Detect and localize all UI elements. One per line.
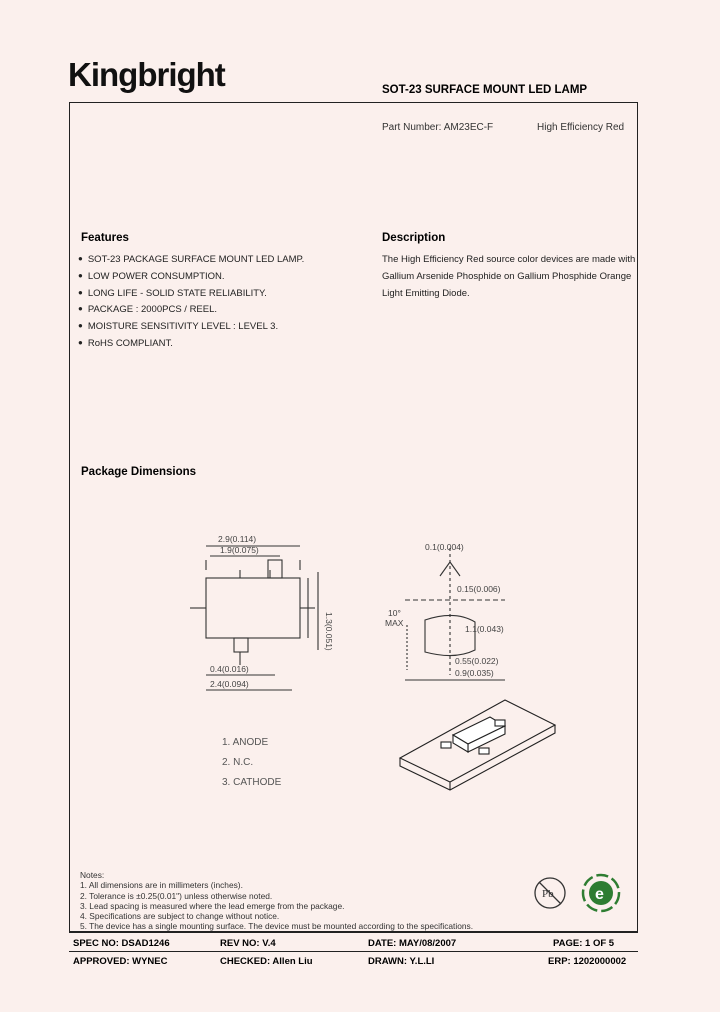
dim-label: 1.9(0.075)	[220, 545, 259, 555]
list-item: ● PACKAGE : 2000PCS / REEL.	[78, 302, 304, 319]
dim-label: 2.4(0.094)	[210, 679, 249, 689]
description-text	[382, 251, 644, 302]
dim-label: 1.1(0.043)	[465, 624, 504, 634]
dim-label: 0.1(0.004)	[425, 542, 464, 552]
description-heading: Description	[382, 232, 446, 244]
svg-text:Pb: Pb	[542, 888, 554, 900]
note-line: 4. Specifications are subject to change without notice.	[80, 911, 280, 922]
features-heading: Features	[81, 232, 129, 244]
part-number: Part Number: AM23EC-F	[382, 122, 494, 133]
dim-label: 2.9(0.114)	[218, 534, 257, 544]
package-3d-illustration	[395, 690, 560, 790]
list-item: ● LOW POWER CONSUMPTION.	[78, 269, 304, 286]
description-line: The High Efficiency Red source color devices are made with	[382, 254, 636, 265]
dim-label: 0.55(0.022)	[455, 656, 499, 666]
document-date: DATE: MAY/08/2007	[368, 938, 457, 949]
notes-block	[80, 870, 473, 932]
dim-label: 1.3(0.051)	[324, 612, 334, 651]
e-recycle-icon	[578, 870, 624, 916]
note-line: Notes:	[80, 870, 105, 880]
note-line: 2. Tolerance is ±0.25(0.01") unless otherwise noted.	[80, 890, 273, 901]
dim-label: 0.4(0.016)	[210, 664, 249, 674]
erp-number: ERP: 1202000002	[548, 956, 627, 967]
footer-divider	[69, 932, 638, 933]
page-number: PAGE: 1 OF 5	[553, 938, 615, 949]
list-item: ● SOT-23 PACKAGE SURFACE MOUNT LED LAMP.	[78, 252, 304, 269]
pin-label: 3. CATHODE	[222, 777, 282, 788]
content-frame	[69, 102, 638, 932]
note-line: 5. The device has a single mounting surface. The device must be mounted according to the specifications.	[80, 921, 474, 932]
dim-label: MAX	[385, 618, 404, 628]
pin-legend	[222, 733, 281, 793]
checked-by: CHECKED: Allen Liu	[220, 956, 313, 967]
description-line: Gallium Arsenide Phosphide on Gallium Phosphide Orange	[382, 271, 632, 282]
list-item: ● RoHS COMPLIANT.	[78, 336, 304, 353]
pb-free-icon	[530, 873, 570, 913]
revision-number: REV NO: V.4	[220, 938, 276, 949]
approved-by: APPROVED: WYNEC	[73, 956, 168, 967]
list-item: ● LONG LIFE - SOLID STATE RELIABILITY.	[78, 286, 304, 303]
document-title: SOT-23 SURFACE MOUNT LED LAMP	[382, 84, 588, 96]
side-view-drawing	[385, 540, 555, 690]
dim-label: 0.9(0.035)	[455, 668, 494, 678]
part-color: High Efficiency Red	[537, 122, 625, 133]
description-line: Light Emitting Diode.	[382, 288, 470, 299]
list-item: ● MOISTURE SENSITIVITY LEVEL : LEVEL 3.	[78, 319, 304, 336]
footer-divider	[69, 951, 638, 952]
svg-text:e: e	[595, 886, 604, 903]
drawn-by: DRAWN: Y.L.LI	[368, 956, 435, 967]
spec-number: SPEC NO: DSAD1246	[73, 938, 170, 949]
dim-label: 0.15(0.006)	[457, 584, 501, 594]
top-view-drawing	[180, 520, 350, 700]
dim-label: 10°	[388, 608, 401, 618]
note-line: 1. All dimensions are in millimeters (inches).	[80, 880, 243, 891]
features-list	[78, 252, 304, 353]
package-dimensions-heading: Package Dimensions	[81, 466, 197, 478]
company-logo: Kingbright	[68, 56, 225, 93]
note-line: 3. Lead spacing is measured where the lead emerge from the package.	[80, 900, 345, 911]
pin-label: 2. N.C.	[222, 757, 254, 768]
pin-label: 1. ANODE	[222, 737, 269, 748]
